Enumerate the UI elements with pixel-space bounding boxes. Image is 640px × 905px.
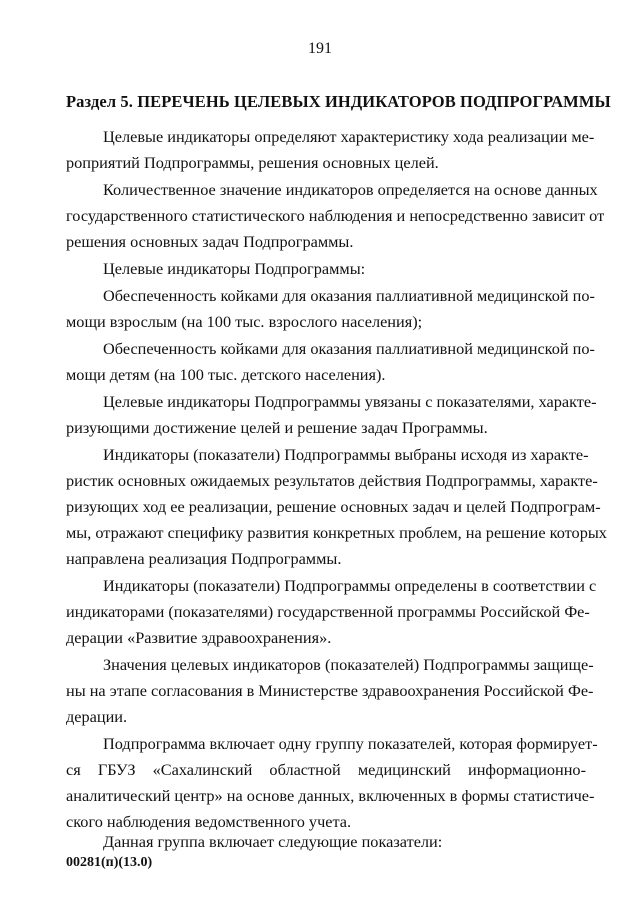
paragraph-9-line-2: ны на этапе согласования в Министерстве здравоохранения Российской Фе- [66,681,594,700]
paragraph-2-line-2: государственного статистического наблюдения и непосредственно зависит от [66,206,605,225]
paragraph-6-line-2: ризующими достижение целей и решение задач Программы. [66,418,488,437]
paragraph-1-line-2: роприятий Подпрограммы, решения основных целей. [66,153,439,172]
paragraph-4-line-2: мощи взрослым (на 100 тыс. взрослого населения); [66,312,423,331]
paragraph-6-line-1: Целевые индикаторы Подпрограммы увязаны с показателями, характе- [103,392,597,411]
paragraph-9-line-3: дерации. [66,707,128,726]
footer-code: 00281(п)(13.0) [66,855,153,870]
paragraph-9-line-1: Значения целевых индикаторов (показателей) Подпрограммы защище- [103,655,594,674]
paragraph-2-line-3: решения основных задач Подпрограммы. [66,232,354,251]
paragraph-11-line-1: Данная группа включает следующие показатели: [103,832,443,851]
paragraph-7-line-1: Индикаторы (показатели) Подпрограммы выбраны исходя из характе- [103,445,589,464]
paragraph-8-line-2: индикаторами (показателями) государственной программы Российской Фе- [66,602,590,621]
paragraph-8-line-1: Индикаторы (показатели) Подпрограммы определены в соответствии с [103,576,597,595]
section-heading: Раздел 5. ПЕРЕЧЕНЬ ЦЕЛЕВЫХ ИНДИКАТОРОВ ПОДПРОГРАММЫ [66,92,611,111]
paragraph-10-line-3: аналитический центр» на основе данных, включенных в формы статистиче- [66,786,595,805]
paragraph-3-line-1: Целевые индикаторы Подпрограммы: [103,259,366,278]
paragraph-1-line-1: Целевые индикаторы определяют характеристику хода реализации ме- [103,127,595,146]
paragraph-7-line-2: ристик основных ожидаемых результатов действия Подпрограммы, характе- [66,471,598,490]
paragraph-4-line-1: Обеспеченность койками для оказания паллиативной медицинской по- [103,286,595,305]
paragraph-5-line-2: мощи детям (на 100 тыс. детского населения). [66,365,386,384]
paragraph-5-line-1: Обеспеченность койками для оказания паллиативной медицинской по- [103,339,595,358]
paragraph-2-line-1: Количественное значение индикаторов определяется на основе данных [103,180,598,199]
paragraph-7-line-4: мы, отражают специфику развития конкретных проблем, на решение которых [66,523,607,542]
paragraph-10-line-2: ся ГБУЗ «Сахалинский областной медицинский информационно- [66,760,586,779]
paragraph-10-line-1: Подпрограмма включает одну группу показателей, которая формирует- [103,734,598,753]
page-number: 191 [308,40,332,57]
paragraph-10-line-4: ского наблюдения ведомственного учета. [66,812,352,831]
paragraph-8-line-3: дерации «Развитие здравоохранения». [66,628,332,647]
paragraph-7-line-5: направлена реализация Подпрограммы. [66,549,342,568]
paragraph-7-line-3: ризующих ход ее реализации, решение основных задач и целей Подпрограм- [66,497,601,516]
